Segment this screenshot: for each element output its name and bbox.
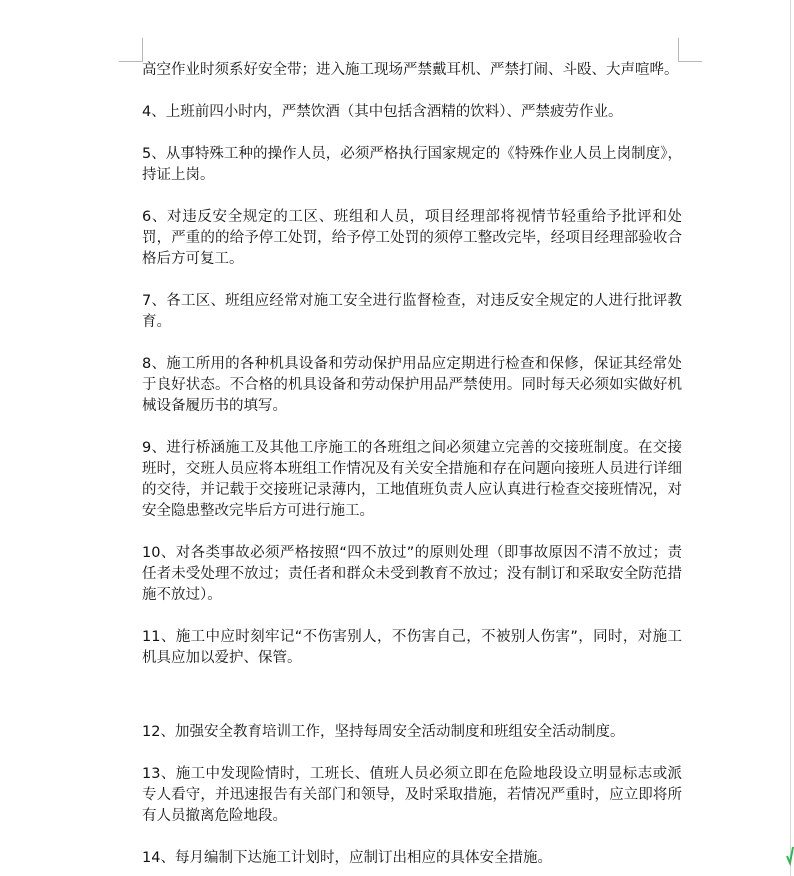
paragraph-item-14: 14、每月编制下达施工计划时，应制订出相应的具体安全措施。 <box>142 850 552 866</box>
paragraph-item-6: 6、对违反安全规定的工区、班组和人员，项目经理部将视情节轻重给予批评和处罚，严重的的给予停工处罚，给予停工处罚的须停工整改完毕，经项目经理部验收合格后方可复工。 <box>142 209 682 267</box>
crop-mark-left-horizontal <box>119 61 143 62</box>
paragraph-item-10: 10、对各类事故必须严格按照“四不放过”的原则处理（即事故原因不清不放过；责任者未受处理不放过；责任者和群众未受到教育不放过；没有制订和采取安全防范措施不放过）。 <box>142 545 682 603</box>
crop-mark-right <box>678 38 679 62</box>
paragraph-item-9: 9、进行桥涵施工及其他工序施工的各班组之间必须建立完善的交接班制度。在交接班时，交班人员应将本班组工作情况及有关安全措施和存在问题向接班人员进行详细的交待，并记载于交接班记录薄内，工地值班负责人应认真进行检查交接班情况，对安全隐患整改完毕后方可进行施工。 <box>142 440 682 519</box>
paragraph-item-5: 5、从事特殊工种的操作人员，必须严格执行国家规定的《特殊作业人员上岗制度》，持证上岗。 <box>142 146 682 183</box>
paragraph-item-12: 12、加强安全教育培训工作，坚持每周安全活动制度和班组安全活动制度。 <box>142 724 625 740</box>
paragraph-item-8: 8、施工所用的各种机具设备和劳动保护用品应定期进行检查和保修，保证其经常处于良好状态。不合格的机具设备和劳动保护用品严禁使用。同时每天必须如实做好机械设备履历书的填写。 <box>142 356 682 414</box>
crop-mark-left <box>142 38 143 62</box>
document-body[interactable] <box>142 60 682 869</box>
paragraph-safety-belt: 高空作业时须系好安全带；进入施工现场严禁戴耳机、严禁打闹、斗殴、大声喧哗。 <box>142 62 679 78</box>
paragraph-item-7: 7、各工区、班组应经常对施工安全进行监督检查，对违反安全规定的人进行批评教育。 <box>142 293 682 330</box>
corner-check-icon <box>786 844 794 866</box>
paragraph-item-13: 13、施工中发现险情时，工班长、值班人员必须立即在危险地段设立明显标志或派专人看守，并迅速报告有关部门和领导，及时采取措施，若情况严重时，应立即将所有人员撤离危险地段。 <box>142 766 682 824</box>
paragraph-item-4: 4、上班前四小时内，严禁饮酒（其中包括含酒精的饮料）、严禁疲劳作业。 <box>142 104 623 120</box>
paragraph-item-11: 11、施工中应时刻牢记“不伤害别人，不伤害自己，不被别人伤害”，同时，对施工机具应加以爱护、保管。 <box>142 629 682 666</box>
page-edge <box>790 0 791 876</box>
